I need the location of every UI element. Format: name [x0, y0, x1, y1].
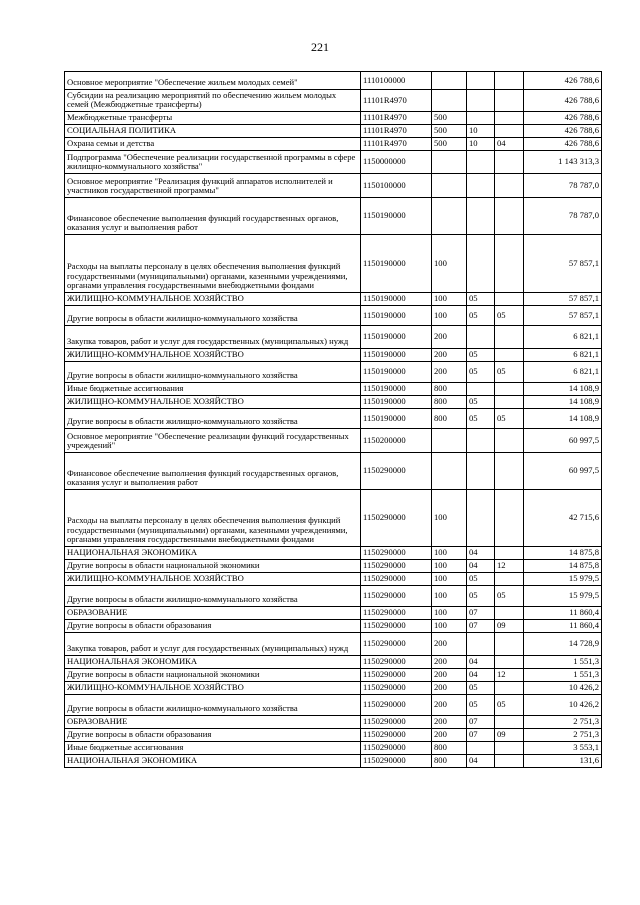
expense-name-cell: ОБРАЗОВАНИЕ [65, 607, 361, 620]
expense-name-cell: НАЦИОНАЛЬНАЯ ЭКОНОМИКА [65, 755, 361, 768]
table-row [65, 729, 602, 742]
expense-name-cell: Другие вопросы в области жилищно-коммунального хозяйства [65, 409, 361, 429]
target-code-cell: 1150290000 [361, 682, 432, 695]
subsection-cell [495, 174, 524, 198]
expense-name-cell: Межбюджетные трансферты [65, 112, 361, 125]
target-code-cell: 1150190000 [361, 293, 432, 306]
amount-cell: 57 857,1 [524, 293, 602, 306]
subsection-cell [495, 349, 524, 362]
expense-type-cell: 200 [432, 669, 467, 682]
expense-type-cell [432, 72, 467, 90]
expense-type-cell: 100 [432, 560, 467, 573]
expense-name-cell: ЖИЛИЩНО-КОММУНАЛЬНОЕ ХОЗЯЙСТВО [65, 682, 361, 695]
expense-name-cell: ЖИЛИЩНО-КОММУНАЛЬНОЕ ХОЗЯЙСТВО [65, 396, 361, 409]
amount-cell: 1 551,3 [524, 656, 602, 669]
expense-name-cell: Охрана семьи и детства [65, 138, 361, 151]
subsection-cell [495, 547, 524, 560]
section-cell: 05 [467, 396, 495, 409]
amount-cell: 426 788,6 [524, 125, 602, 138]
amount-cell: 10 426,2 [524, 682, 602, 695]
expense-type-cell: 200 [432, 729, 467, 742]
section-cell: 05 [467, 586, 495, 607]
section-cell: 05 [467, 293, 495, 306]
subsection-cell [495, 429, 524, 453]
amount-cell: 14 108,9 [524, 409, 602, 429]
subsection-cell: 12 [495, 669, 524, 682]
target-code-cell: 11101R4970 [361, 90, 432, 112]
target-code-cell: 1150290000 [361, 716, 432, 729]
expense-name-cell: Другие вопросы в области национальной экономики [65, 669, 361, 682]
target-code-cell: 1150290000 [361, 490, 432, 547]
expense-type-cell: 200 [432, 656, 467, 669]
section-cell: 05 [467, 349, 495, 362]
amount-cell: 14 108,9 [524, 383, 602, 396]
expense-type-cell: 100 [432, 490, 467, 547]
amount-cell: 42 715,6 [524, 490, 602, 547]
subsection-cell [495, 125, 524, 138]
target-code-cell: 1150100000 [361, 174, 432, 198]
section-cell [467, 633, 495, 656]
amount-cell: 11 860,4 [524, 620, 602, 633]
table-row [65, 742, 602, 755]
target-code-cell: 1150290000 [361, 547, 432, 560]
expense-name-cell: Основное мероприятие "Реализация функций аппаратов исполнителей и участников государственной программы" [65, 174, 361, 198]
target-code-cell: 1150190000 [361, 396, 432, 409]
section-cell [467, 490, 495, 547]
target-code-cell: 1150290000 [361, 695, 432, 716]
section-cell [467, 742, 495, 755]
table-row [65, 695, 602, 716]
subsection-cell [495, 607, 524, 620]
section-cell [467, 326, 495, 349]
subsection-cell: 05 [495, 409, 524, 429]
section-cell [467, 453, 495, 490]
amount-cell: 426 788,6 [524, 90, 602, 112]
table-row [65, 607, 602, 620]
expense-name-cell: Другие вопросы в области образования [65, 620, 361, 633]
section-cell: 05 [467, 682, 495, 695]
subsection-cell [495, 755, 524, 768]
expense-type-cell: 200 [432, 695, 467, 716]
subsection-cell [495, 742, 524, 755]
table-row [65, 174, 602, 198]
expense-type-cell: 200 [432, 716, 467, 729]
expense-type-cell [432, 174, 467, 198]
subsection-cell: 05 [495, 586, 524, 607]
target-code-cell: 1150190000 [361, 349, 432, 362]
table-row [65, 429, 602, 453]
section-cell: 04 [467, 669, 495, 682]
expense-name-cell: Другие вопросы в области жилищно-коммунального хозяйства [65, 586, 361, 607]
expense-name-cell: Финансовое обеспечение выполнения функций государственных органов, оказания услуг и выполнения работ [65, 198, 361, 235]
table-row [65, 293, 602, 306]
table-row [65, 560, 602, 573]
expense-type-cell: 100 [432, 293, 467, 306]
expense-name-cell: Закупка товаров, работ и услуг для государственных (муниципальных) нужд [65, 633, 361, 656]
table-row [65, 453, 602, 490]
subsection-cell [495, 293, 524, 306]
subsection-cell: 04 [495, 138, 524, 151]
table-row [65, 409, 602, 429]
section-cell: 04 [467, 656, 495, 669]
expense-name-cell: Иные бюджетные ассигнования [65, 742, 361, 755]
target-code-cell: 1150190000 [361, 409, 432, 429]
expense-type-cell [432, 151, 467, 174]
section-cell [467, 90, 495, 112]
expense-name-cell: СОЦИАЛЬНАЯ ПОЛИТИКА [65, 125, 361, 138]
subsection-cell [495, 396, 524, 409]
amount-cell: 10 426,2 [524, 695, 602, 716]
amount-cell: 426 788,6 [524, 72, 602, 90]
target-code-cell: 1150190000 [361, 235, 432, 293]
table-row [65, 573, 602, 586]
subsection-cell [495, 453, 524, 490]
table-row [65, 383, 602, 396]
section-cell [467, 235, 495, 293]
table-row [65, 633, 602, 656]
table-row [65, 620, 602, 633]
subsection-cell: 09 [495, 729, 524, 742]
section-cell: 04 [467, 755, 495, 768]
section-cell [467, 429, 495, 453]
subsection-cell [495, 573, 524, 586]
expense-type-cell: 200 [432, 362, 467, 383]
expense-name-cell: Основное мероприятие "Обеспечение жильем молодых семей" [65, 72, 361, 90]
expense-type-cell [432, 198, 467, 235]
amount-cell: 131,6 [524, 755, 602, 768]
expense-name-cell: Закупка товаров, работ и услуг для государственных (муниципальных) нужд [65, 326, 361, 349]
target-code-cell: 1150290000 [361, 742, 432, 755]
subsection-cell [495, 656, 524, 669]
amount-cell: 57 857,1 [524, 235, 602, 293]
expense-type-cell: 200 [432, 682, 467, 695]
section-cell: 04 [467, 547, 495, 560]
table-row [65, 125, 602, 138]
section-cell: 05 [467, 695, 495, 716]
target-code-cell: 11101R4970 [361, 125, 432, 138]
table-row [65, 90, 602, 112]
amount-cell: 6 821,1 [524, 362, 602, 383]
expense-name-cell: Другие вопросы в области жилищно-коммунального хозяйства [65, 306, 361, 326]
amount-cell: 14 875,8 [524, 547, 602, 560]
expense-type-cell [432, 90, 467, 112]
table-row [65, 362, 602, 383]
subsection-cell: 12 [495, 560, 524, 573]
expense-type-cell: 200 [432, 326, 467, 349]
subsection-cell [495, 326, 524, 349]
subsection-cell [495, 682, 524, 695]
expense-type-cell: 100 [432, 306, 467, 326]
expense-name-cell: Другие вопросы в области национальной экономики [65, 560, 361, 573]
target-code-cell: 1150290000 [361, 586, 432, 607]
expense-name-cell: ОБРАЗОВАНИЕ [65, 716, 361, 729]
section-cell: 07 [467, 729, 495, 742]
table-row [65, 138, 602, 151]
amount-cell: 6 821,1 [524, 326, 602, 349]
table-row [65, 669, 602, 682]
table-row [65, 547, 602, 560]
table-row [65, 682, 602, 695]
expense-name-cell: НАЦИОНАЛЬНАЯ ЭКОНОМИКА [65, 656, 361, 669]
subsection-cell [495, 198, 524, 235]
table-row [65, 656, 602, 669]
target-code-cell: 1150190000 [361, 383, 432, 396]
amount-cell: 14 728,9 [524, 633, 602, 656]
section-cell [467, 383, 495, 396]
expense-name-cell: Иные бюджетные ассигнования [65, 383, 361, 396]
table-row [65, 72, 602, 90]
subsection-cell: 05 [495, 306, 524, 326]
section-cell: 10 [467, 138, 495, 151]
amount-cell: 14 875,8 [524, 560, 602, 573]
expense-type-cell: 100 [432, 620, 467, 633]
target-code-cell: 1150290000 [361, 669, 432, 682]
target-code-cell: 1150190000 [361, 198, 432, 235]
expense-type-cell: 800 [432, 383, 467, 396]
budget-table-body [65, 72, 602, 768]
section-cell: 07 [467, 716, 495, 729]
target-code-cell: 1150290000 [361, 607, 432, 620]
target-code-cell: 1150000000 [361, 151, 432, 174]
amount-cell: 14 108,9 [524, 396, 602, 409]
expense-name-cell: ЖИЛИЩНО-КОММУНАЛЬНОЕ ХОЗЯЙСТВО [65, 349, 361, 362]
expense-type-cell: 500 [432, 112, 467, 125]
subsection-cell [495, 633, 524, 656]
target-code-cell: 1150290000 [361, 633, 432, 656]
section-cell: 07 [467, 607, 495, 620]
table-row [65, 490, 602, 547]
expense-type-cell: 800 [432, 396, 467, 409]
amount-cell: 11 860,4 [524, 607, 602, 620]
expense-name-cell: ЖИЛИЩНО-КОММУНАЛЬНОЕ ХОЗЯЙСТВО [65, 293, 361, 306]
table-row [65, 306, 602, 326]
section-cell: 05 [467, 306, 495, 326]
subsection-cell [495, 383, 524, 396]
amount-cell: 60 997,5 [524, 429, 602, 453]
subsection-cell [495, 90, 524, 112]
target-code-cell: 1150290000 [361, 560, 432, 573]
subsection-cell [495, 72, 524, 90]
expense-name-cell: ЖИЛИЩНО-КОММУНАЛЬНОЕ ХОЗЯЙСТВО [65, 573, 361, 586]
budget-table [64, 71, 602, 768]
table-row [65, 326, 602, 349]
expense-type-cell: 800 [432, 742, 467, 755]
section-cell [467, 112, 495, 125]
amount-cell: 2 751,3 [524, 729, 602, 742]
subsection-cell [495, 235, 524, 293]
table-row [65, 716, 602, 729]
expense-type-cell: 100 [432, 607, 467, 620]
target-code-cell: 1150290000 [361, 573, 432, 586]
expense-name-cell: Расходы на выплаты персоналу в целях обеспечения выполнения функций государственными (муниципальными) органами, казенными учреждениями, органами управления государственными внебюджетными фондами [65, 490, 361, 547]
amount-cell: 15 979,5 [524, 586, 602, 607]
target-code-cell: 1150190000 [361, 326, 432, 349]
amount-cell: 1 143 313,3 [524, 151, 602, 174]
expense-name-cell: Другие вопросы в области образования [65, 729, 361, 742]
page-number: 221 [311, 40, 329, 54]
table-row [65, 112, 602, 125]
section-cell [467, 151, 495, 174]
subsection-cell: 09 [495, 620, 524, 633]
amount-cell: 3 553,1 [524, 742, 602, 755]
expense-type-cell [432, 453, 467, 490]
table-row [65, 396, 602, 409]
subsection-cell [495, 716, 524, 729]
expense-type-cell: 100 [432, 547, 467, 560]
expense-type-cell: 200 [432, 633, 467, 656]
expense-name-cell: НАЦИОНАЛЬНАЯ ЭКОНОМИКА [65, 547, 361, 560]
target-code-cell: 1150190000 [361, 306, 432, 326]
expense-type-cell: 100 [432, 573, 467, 586]
target-code-cell: 1150290000 [361, 755, 432, 768]
section-cell: 05 [467, 573, 495, 586]
expense-type-cell: 500 [432, 138, 467, 151]
target-code-cell: 1110100000 [361, 72, 432, 90]
expense-type-cell: 500 [432, 125, 467, 138]
table-row [65, 755, 602, 768]
section-cell: 07 [467, 620, 495, 633]
target-code-cell: 11101R4970 [361, 112, 432, 125]
expense-name-cell: Финансовое обеспечение выполнения функций государственных органов, оказания услуг и выполнения работ [65, 453, 361, 490]
amount-cell: 15 979,5 [524, 573, 602, 586]
section-cell: 05 [467, 409, 495, 429]
target-code-cell: 1150290000 [361, 620, 432, 633]
section-cell [467, 198, 495, 235]
expense-type-cell [432, 429, 467, 453]
subsection-cell: 05 [495, 695, 524, 716]
expense-name-cell: Субсидии на реализацию мероприятий по обеспечению жильем молодых семей (Межбюджетные трансферты) [65, 90, 361, 112]
expense-type-cell: 800 [432, 409, 467, 429]
target-code-cell: 1150290000 [361, 453, 432, 490]
target-code-cell: 11101R4970 [361, 138, 432, 151]
table-row [65, 349, 602, 362]
section-cell: 10 [467, 125, 495, 138]
target-code-cell: 1150290000 [361, 729, 432, 742]
amount-cell: 60 997,5 [524, 453, 602, 490]
expense-name-cell: Другие вопросы в области жилищно-коммунального хозяйства [65, 695, 361, 716]
amount-cell: 6 821,1 [524, 349, 602, 362]
subsection-cell [495, 490, 524, 547]
subsection-cell [495, 112, 524, 125]
expense-name-cell: Основное мероприятие "Обеспечение реализации функций государственных учреждений" [65, 429, 361, 453]
expense-name-cell: Другие вопросы в области жилищно-коммунального хозяйства [65, 362, 361, 383]
section-cell [467, 174, 495, 198]
table-row [65, 198, 602, 235]
amount-cell: 1 551,3 [524, 669, 602, 682]
section-cell [467, 72, 495, 90]
table-row [65, 151, 602, 174]
amount-cell: 426 788,6 [524, 112, 602, 125]
target-code-cell: 1150200000 [361, 429, 432, 453]
amount-cell: 426 788,6 [524, 138, 602, 151]
subsection-cell [495, 151, 524, 174]
section-cell: 04 [467, 560, 495, 573]
expense-type-cell: 100 [432, 235, 467, 293]
amount-cell: 57 857,1 [524, 306, 602, 326]
table-row [65, 586, 602, 607]
section-cell: 05 [467, 362, 495, 383]
expense-type-cell: 200 [432, 349, 467, 362]
amount-cell: 2 751,3 [524, 716, 602, 729]
amount-cell: 78 787,0 [524, 174, 602, 198]
subsection-cell: 05 [495, 362, 524, 383]
amount-cell: 78 787,0 [524, 198, 602, 235]
expense-name-cell: Подпрограмма "Обеспечение реализации государственной программы в сфере жилищно-коммунального хозяйства" [65, 151, 361, 174]
expense-name-cell: Расходы на выплаты персоналу в целях обеспечения выполнения функций государственными (муниципальными) органами, казенными учреждениями, органами управления государственными внебюджетными фондами [65, 235, 361, 293]
expense-type-cell: 100 [432, 586, 467, 607]
target-code-cell: 1150190000 [361, 362, 432, 383]
target-code-cell: 1150290000 [361, 656, 432, 669]
table-row [65, 235, 602, 293]
expense-type-cell: 800 [432, 755, 467, 768]
